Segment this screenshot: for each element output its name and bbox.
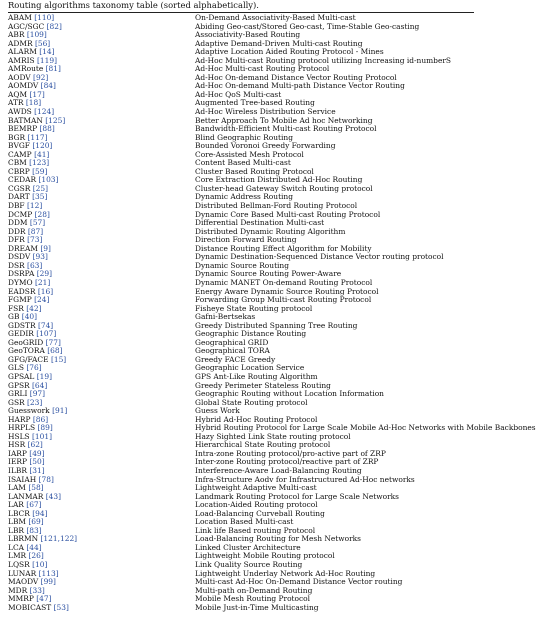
abbreviation-text: AMRoute — [8, 64, 44, 74]
abbreviation-text: CAMP — [8, 149, 32, 159]
abbreviation-text: AODV — [8, 72, 31, 82]
citation-link[interactable]: [44] — [26, 542, 42, 552]
citation-link[interactable]: [91] — [52, 406, 68, 416]
abbreviation-text: LBCR — [8, 508, 30, 518]
citation-link[interactable]: [25] — [32, 183, 48, 193]
citation-link[interactable]: [49] — [29, 448, 45, 458]
citation-link[interactable]: [81] — [45, 64, 61, 74]
citation-link[interactable]: [123] — [29, 158, 50, 168]
citation-link[interactable]: [84] — [40, 81, 56, 91]
abbreviation-text: FSR — [8, 303, 24, 313]
description-cell: Geographical TORA — [195, 346, 270, 356]
description-cell: Associativity-Based Routing — [195, 30, 301, 40]
abbreviation-text: ADMR — [8, 38, 33, 48]
citation-link[interactable]: [17] — [29, 89, 45, 99]
description-cell: Ad-Hoc Multi-cast Routing Protocol — [195, 64, 330, 74]
description-cell: Adaptive Demand-Driven Multi-cast Routing — [195, 38, 363, 48]
citation-link[interactable]: [35] — [32, 192, 48, 202]
description-cell: Direction Forward Routing — [195, 235, 297, 245]
description-cell: Multi-cast Ad-Hoc On-Demand Distance Vector routing — [195, 577, 403, 587]
description-cell: Gafni-Bertsekas — [195, 312, 256, 322]
description-cell: Blind Geographic Routing — [195, 132, 293, 142]
abbreviation-text: LUNAR — [8, 568, 37, 578]
description-cell: Augmented Tree-based Routing — [195, 98, 315, 108]
abbreviation-text: DDR — [8, 226, 26, 236]
description-cell: Bounded Voronoi Greedy Forwarding — [195, 141, 336, 151]
citation-link[interactable]: [40] — [21, 312, 38, 322]
description-cell: Adaptive Location Aided Routing Protocol - Mines — [195, 47, 384, 57]
description-cell: Dynamic Address Routing — [195, 192, 293, 202]
abbreviation-text: BVGF — [8, 141, 30, 151]
description-cell: Lightweight Mobile Routing protocol — [195, 551, 335, 561]
citation-link[interactable]: [78] — [38, 474, 54, 484]
description-cell: Geographic Distance Routing — [195, 329, 307, 339]
description-cell: Dynamic Core Based Multi-cast Routing Protocol — [195, 209, 381, 219]
abbreviation-text: ABR — [8, 30, 25, 40]
citation-link[interactable]: [113] — [38, 568, 59, 578]
description-cell: Interference-Aware Load-Balancing Routing — [195, 465, 362, 475]
citation-link[interactable]: [97] — [29, 389, 46, 399]
abbreviation-text: GB — [8, 312, 20, 322]
abbreviation-text: DFR — [8, 235, 25, 245]
description-cell: Greedy Perimeter Stateless Routing — [195, 380, 331, 390]
description-cell: Hierarchical State Routing protocol — [195, 440, 331, 450]
citation-link[interactable]: [74] — [37, 320, 54, 330]
abbreviation-text: GDSTR — [8, 320, 36, 330]
description-cell: GPS Ant-Like Routing Algorithm — [195, 371, 318, 381]
abbreviation-text: MDR — [8, 585, 28, 595]
citation-link[interactable]: [26] — [28, 551, 44, 561]
abbreviation-text: ALARM — [8, 47, 37, 57]
citation-link[interactable]: [101] — [32, 431, 52, 441]
citation-link[interactable]: [14] — [39, 47, 55, 57]
citation-link[interactable]: [109] — [26, 30, 47, 40]
citation-link[interactable]: [58] — [28, 483, 44, 493]
description-cell: Distributed Bellman-Ford Routing Protocol — [195, 201, 358, 211]
abbreviation-text: GLS — [8, 363, 24, 373]
citation-link[interactable]: [88] — [39, 124, 55, 134]
description-cell: Greedy Distributed Spanning Tree Routing — [195, 320, 358, 330]
abbreviation-text: GSR — [8, 397, 25, 407]
abbreviation-text: IERP — [8, 457, 27, 467]
description-cell: Intra-zone Routing protocol/pro-active part of ZRP — [195, 448, 386, 458]
description-cell: Dynamic MANET On-demand Routing Protocol — [195, 277, 373, 287]
description-cell: Multi-path on-Demand Routing — [195, 585, 313, 595]
citation-link[interactable]: [43] — [45, 491, 62, 501]
abbreviation-text: GPSAL — [8, 371, 35, 381]
description-cell: Location-Aided Routing protocol — [195, 500, 318, 510]
citation-link[interactable]: [16] — [37, 286, 54, 296]
abbreviation-text: AOMDV — [8, 81, 39, 91]
description-cell: Forwarding Group Multi-cast Routing Protocol — [195, 295, 372, 305]
description-cell: Ad-Hoc On-demand Multi-path Distance Vector Routing — [195, 81, 405, 91]
abbreviation-text: AGC/SGC — [8, 21, 45, 31]
citation-link[interactable]: [125] — [45, 115, 66, 125]
description-cell: Dynamic Source Routing — [195, 260, 289, 270]
description-cell: Linked Cluster Architecture — [195, 542, 301, 552]
description-cell: Abiding Geo-cast/Stored Geo-cast, Time-Stable Geo-casting — [195, 21, 420, 31]
citation-link[interactable]: [50] — [29, 457, 45, 467]
description-cell: Energy Aware Dynamic Source Routing Protocol — [195, 286, 379, 296]
description-cell: Dynamic Source Routing Power-Aware — [195, 269, 342, 279]
abbreviation-text: DYMO — [8, 277, 33, 287]
abbreviation-text: Guesswork — [8, 406, 50, 416]
abbreviation-text: LBR — [8, 525, 25, 535]
abbreviation-text: DSRPA — [8, 269, 35, 279]
abbreviation-text: AMRIS — [8, 55, 35, 65]
abbreviation-text: GPSR — [8, 380, 30, 390]
abbreviation-text: ABAM — [8, 13, 32, 22]
citation-link[interactable]: [119] — [37, 55, 57, 65]
abbreviation-text: LBM — [8, 517, 27, 527]
description-cell: Guess Work — [195, 406, 240, 416]
abbreviation-text: LAM — [8, 483, 26, 493]
abbreviation-text: ATR — [8, 98, 24, 108]
citation-link[interactable]: [28] — [34, 209, 50, 219]
citation-link[interactable]: [121,122] — [40, 534, 78, 544]
description-cell: Load-Balancing Routing for Mesh Networks — [195, 534, 361, 544]
description-cell: Content Based Multi-cast — [195, 158, 291, 168]
citation-link[interactable]: [68] — [47, 346, 63, 356]
table-caption: Routing algorithms taxonomy table (sorted alphabetically). — [8, 0, 259, 10]
citation-link[interactable]: [47] — [36, 594, 52, 604]
abbreviation-text: GFG/FACE — [8, 354, 49, 364]
abbreviation-text: LAR — [8, 500, 24, 510]
description-cell: Hybrid Routing Protocol for Large Scale Mobile Ad-Hoc Networks with Mobile Backbones — [195, 423, 536, 433]
description-cell: Cluster Based Routing Protocol — [195, 166, 314, 176]
description-cell: Load-Balancing Curveball Routing — [195, 508, 325, 518]
citation-link[interactable]: [59] — [32, 166, 48, 176]
citation-link[interactable]: [94] — [32, 508, 48, 518]
citation-link[interactable]: [64] — [32, 380, 48, 390]
citation-link[interactable]: [120] — [32, 141, 53, 151]
citation-link[interactable]: [76] — [26, 363, 42, 373]
citation-link[interactable]: [9] — [40, 243, 51, 253]
abbreviation-text: LBRMN — [8, 534, 39, 544]
abbreviation-text: CBM — [8, 158, 27, 168]
citation-link[interactable]: [87] — [27, 226, 44, 236]
abbreviation-text: BGR — [8, 132, 26, 142]
citation-link[interactable]: [86] — [32, 414, 49, 424]
description-cell: Ad-Hoc QoS Multi-cast — [195, 89, 282, 99]
citation-link[interactable]: [21] — [34, 277, 51, 287]
description-cell: Inter-zone Routing protocol/reactive part of ZRP — [195, 457, 379, 467]
description-cell: Mobile Just-in-Time Multicasting — [195, 602, 319, 612]
abbreviation-text: LANMAR — [8, 491, 44, 501]
abbreviation-text: DDM — [8, 218, 28, 228]
description-cell: Core-Assisted Mesh Protocol — [195, 149, 304, 159]
description-cell: Ad-Hoc Multi-cast Routing protocol utilizing Increasing id-numberS — [195, 55, 451, 65]
citation-link[interactable]: [31] — [29, 465, 45, 475]
description-cell: Distance Routing Effect Algorithm for Mobility — [195, 243, 372, 253]
description-cell: Dynamic Destination-Sequenced Distance Vector routing protocol — [195, 252, 444, 262]
abbreviation-text: MMRP — [8, 594, 34, 604]
abbreviation-text: CBRP — [8, 166, 30, 176]
citation-link[interactable]: [24] — [34, 295, 50, 305]
citation-link[interactable]: [23] — [27, 397, 43, 407]
citation-link[interactable]: [33] — [29, 585, 45, 595]
citation-link[interactable]: [73] — [27, 235, 43, 245]
description-cell: Hazy Sighted Link State routing protocol — [195, 431, 351, 441]
description-cell: Ad-Hoc Wireless Distribution Service — [195, 107, 336, 117]
description-cell: Distributed Dynamic Routing Algorithm — [195, 226, 346, 236]
citation-link[interactable]: [12] — [26, 201, 43, 211]
description-cell: On-Demand Associativity-Based Multi-cast — [195, 13, 356, 22]
description-cell: Location Based Multi-cast — [195, 517, 294, 527]
citation-link[interactable]: [117] — [27, 132, 48, 142]
abbreviation-text: LMR — [8, 551, 27, 561]
citation-link[interactable]: [15] — [50, 354, 67, 364]
citation-link[interactable]: [89] — [37, 423, 53, 433]
citation-link[interactable]: [41] — [34, 149, 50, 159]
abbreviation-text: DSR — [8, 260, 25, 270]
abbreviation-text: LQSR — [8, 560, 30, 569]
citation-link[interactable]: [83] — [26, 525, 42, 535]
description-cell: Link life Based routing Protocol — [195, 525, 316, 535]
abbreviation-text: DCMP — [8, 209, 33, 219]
abbreviation-text: ILBR — [8, 465, 27, 475]
description-cell: Geographic Location Service — [195, 363, 305, 373]
description-cell: Link Quality Source Routing — [195, 560, 303, 569]
citation-link[interactable]: [63] — [27, 260, 43, 270]
citation-link[interactable]: [107] — [36, 329, 57, 339]
abbreviation-text: BATMAN — [8, 115, 43, 125]
abbreviation-text: DBF — [8, 201, 25, 211]
description-cell: Geographic Routing without Location Information — [195, 389, 384, 399]
abbreviation-text: EADSR — [8, 286, 36, 296]
routing-taxonomy-table — [8, 13, 536, 612]
abbreviation-text: GRLI — [8, 389, 28, 399]
abbreviation-text: HRPLS — [8, 423, 36, 433]
abbreviation-text: BEMRP — [8, 124, 38, 134]
citation-link[interactable]: [19] — [36, 371, 53, 381]
abbreviation-text: HSR — [8, 440, 26, 450]
abbreviation-text: GEDIR — [8, 329, 34, 339]
citation-link[interactable]: [99] — [40, 577, 56, 587]
description-cell: Mobile Mesh Routing Protocol — [195, 594, 311, 604]
description-cell: Lightweight Adaptive Multi-cast — [195, 483, 317, 493]
abbreviation-text: LCA — [8, 542, 25, 552]
description-cell: Hybrid Ad-Hoc Routing Protocol — [195, 414, 318, 424]
citation-link[interactable]: [82] — [46, 21, 62, 31]
abbreviation-text: FGMP — [8, 295, 32, 305]
description-cell: Ad-Hoc On-demand Distance Vector Routing Protocol — [195, 72, 397, 82]
description-cell: Differential Destination Multi-cast — [195, 218, 325, 228]
abbreviation-text: CEDAR — [8, 175, 37, 185]
table-row — [8, 399, 474, 408]
abbreviation-text: DSDV — [8, 252, 31, 262]
abbreviation-text: AQM — [8, 89, 28, 99]
citation-link[interactable]: [62] — [27, 440, 43, 450]
abbreviation-text: IARP — [8, 448, 27, 458]
description-cell: Fisheye State Routing protocol — [195, 303, 313, 313]
citation-link[interactable]: [18] — [25, 98, 42, 108]
description-cell: Infra-Structure Aodv for Infrastructured Ad-Hoc networks — [195, 474, 415, 484]
citation-link[interactable]: [29] — [36, 269, 53, 279]
description-cell: Better Approach To Mobile Ad hoc Networking — [195, 115, 373, 125]
citation-link[interactable]: [67] — [26, 500, 42, 510]
description-cell: Cluster-head Gateway Switch Routing protocol — [195, 183, 373, 193]
citation-link[interactable]: [110] — [34, 13, 55, 22]
description-cell: Greedy FACE Greedy — [195, 354, 276, 364]
abbreviation-text: DREAM — [8, 243, 38, 253]
description-cell: Global State Routing protocol — [195, 397, 308, 407]
abbreviation-text: HARP — [8, 414, 31, 424]
abbreviation-text: CGSR — [8, 183, 31, 193]
citation-link[interactable]: [56] — [34, 38, 51, 48]
abbreviation-text: DART — [8, 192, 30, 202]
citation-link[interactable]: [103] — [38, 175, 59, 185]
abbreviation-text: GeoTORA — [8, 346, 45, 356]
abbreviation-text: GeoGRID — [8, 337, 44, 347]
abbreviation-text: MOBICAST — [8, 602, 52, 612]
description-cell: Geographical GRID — [195, 337, 269, 347]
citation-link[interactable]: [93] — [32, 252, 48, 262]
citation-link[interactable]: [10] — [32, 560, 48, 569]
citation-link[interactable]: [42] — [26, 303, 42, 313]
citation-link[interactable]: [77] — [45, 337, 61, 347]
citation-link[interactable]: [92] — [33, 72, 49, 82]
abbreviation-text: AWDS — [8, 107, 32, 117]
description-cell: Bandwidth-Efficient Multi-cast Routing Protocol — [195, 124, 377, 134]
citation-link[interactable]: [53] — [53, 602, 69, 612]
abbreviation-text: ISAIAH — [8, 474, 37, 484]
description-cell: Lightweight Underlay Network Ad-Hoc Routing — [195, 568, 376, 578]
description-cell: Landmark Routing Protocol for Large Scale Networks — [195, 491, 399, 501]
table-row — [8, 604, 474, 613]
description-cell: Core Extraction Distributed Ad-Hoc Routing — [195, 175, 363, 185]
abbreviation-text: HSLS — [8, 431, 30, 441]
abbreviation-text: MAODV — [8, 577, 39, 587]
abbreviation-cell — [8, 604, 69, 613]
citation-link[interactable]: [124] — [34, 107, 55, 117]
citation-link[interactable]: [69] — [28, 517, 44, 527]
citation-link[interactable]: [57] — [29, 218, 46, 228]
